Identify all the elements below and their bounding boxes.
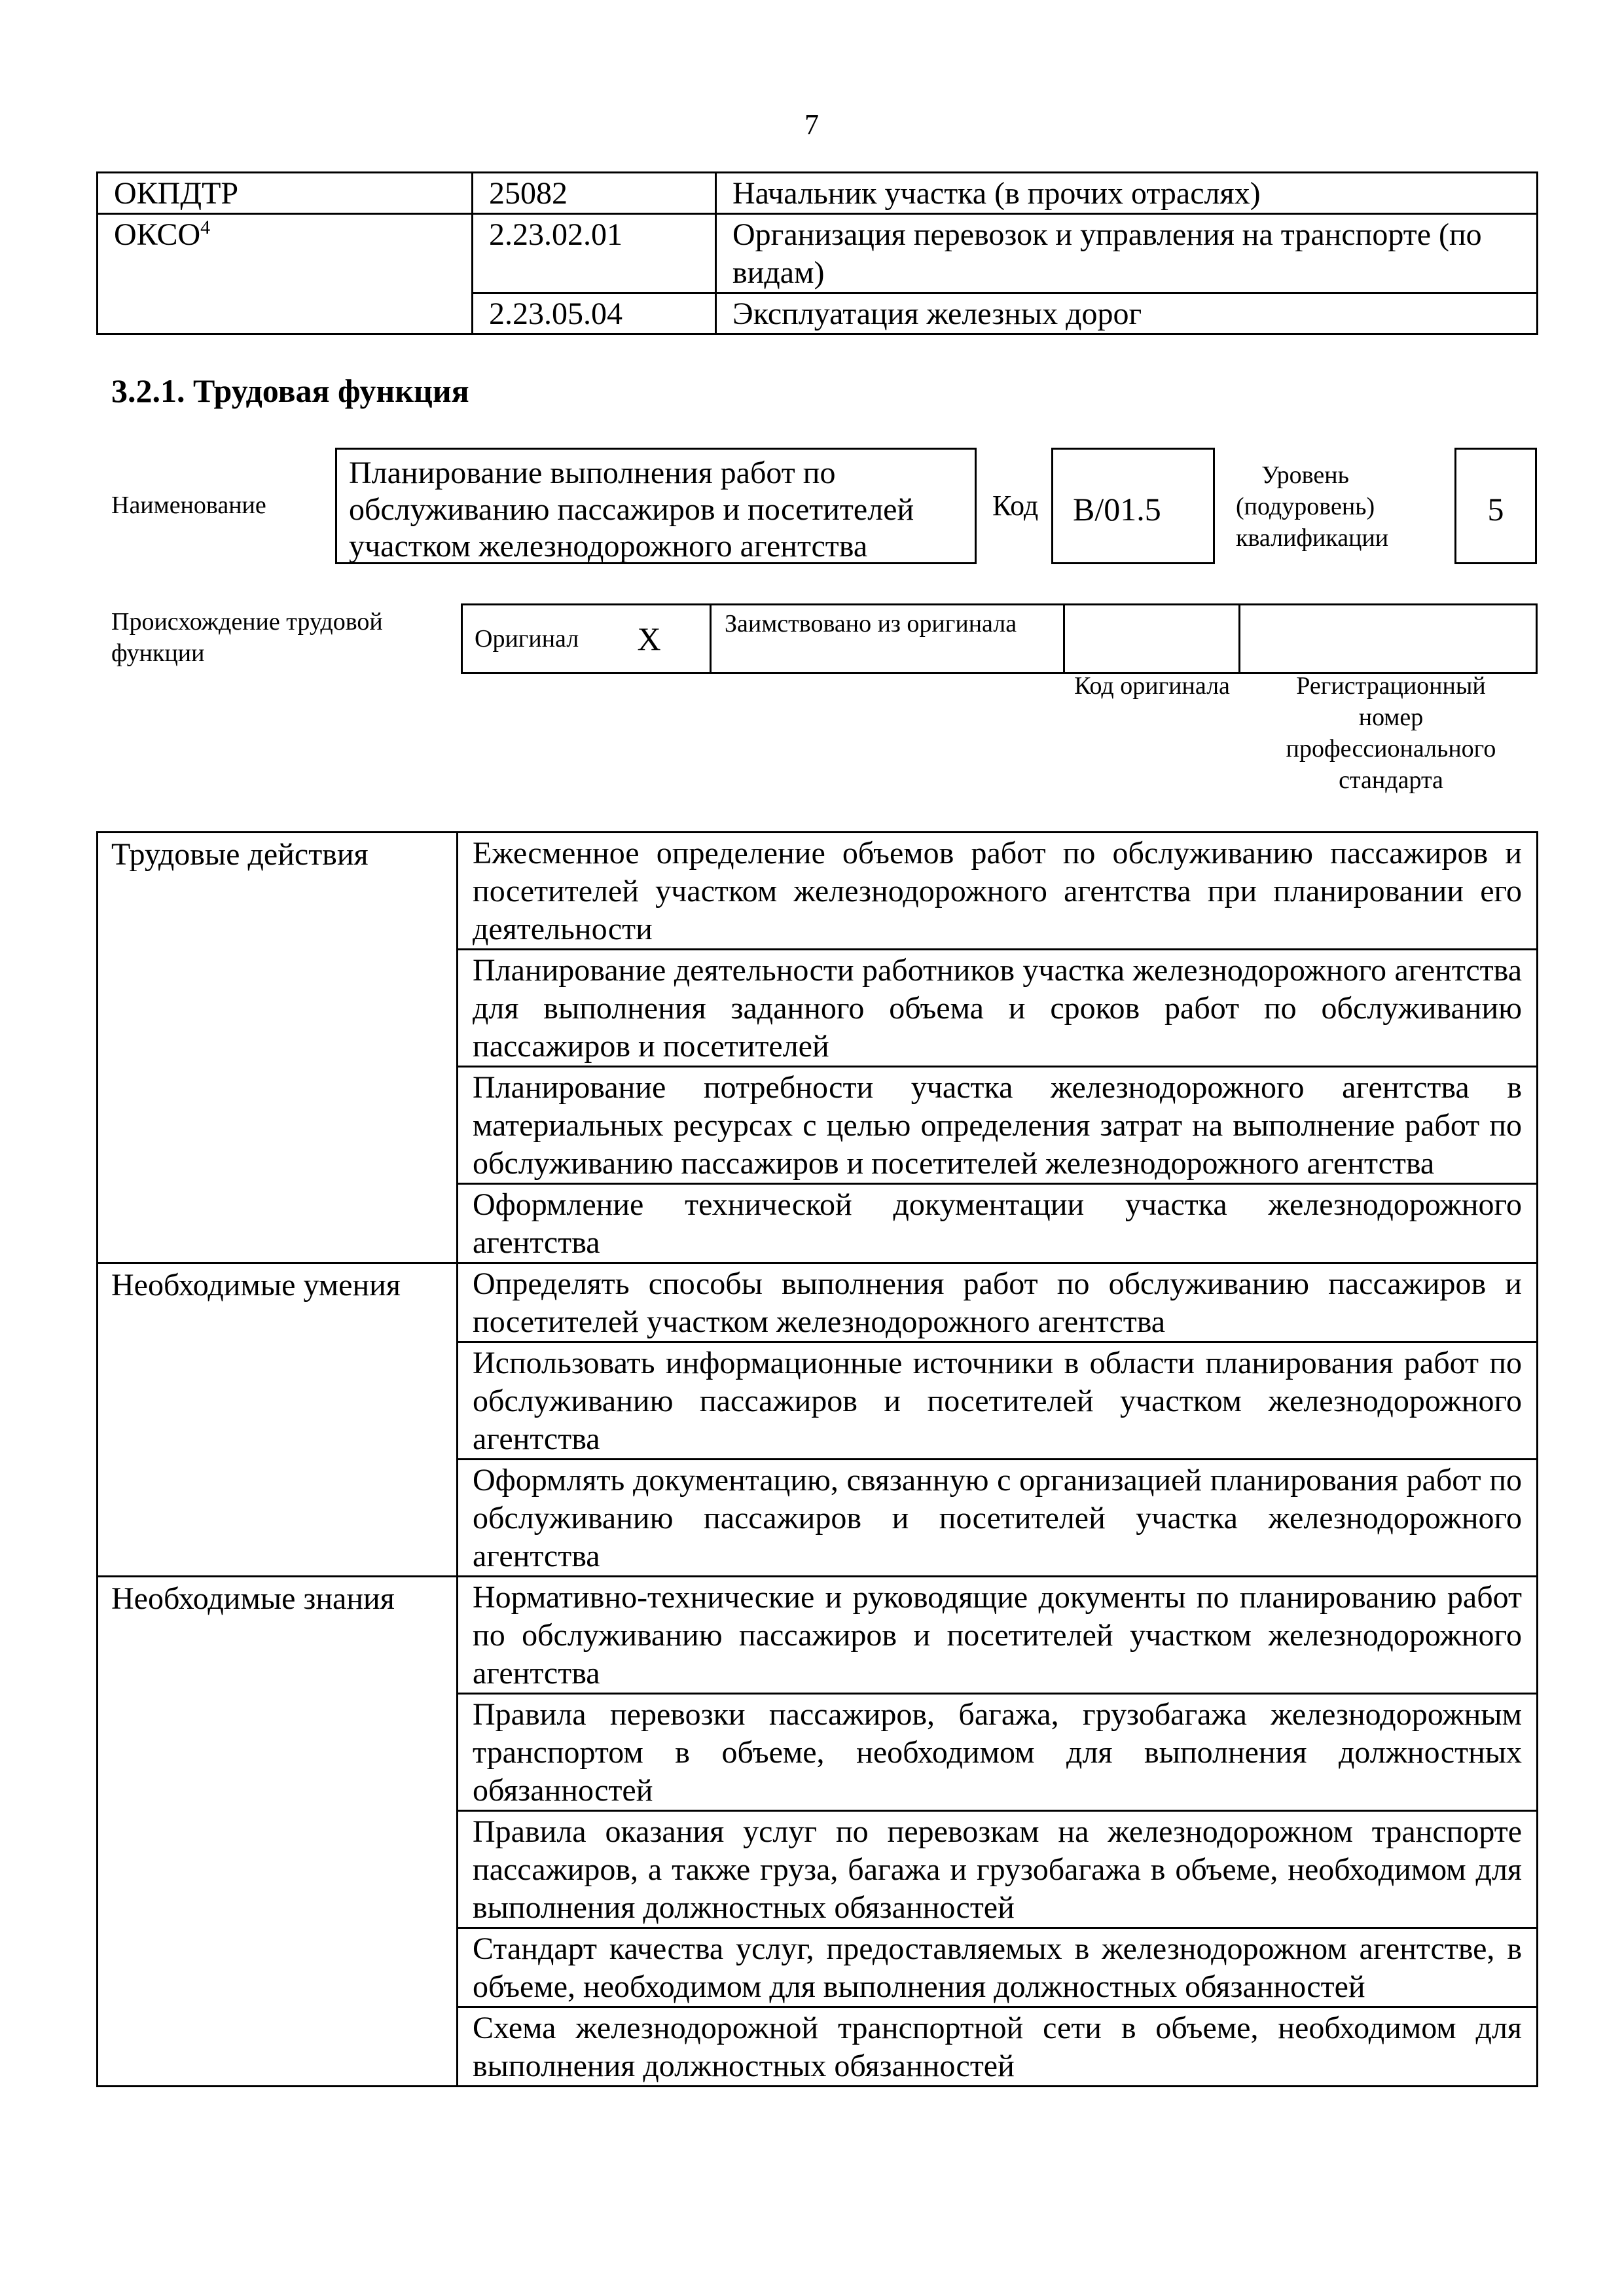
code-label: Код — [992, 490, 1039, 522]
requirement-item: Правила оказания услуг по перевозкам на железнодорожном транспорте пассажиров, а также груза, багажа и грузобагажа в объеме, необходимом для выполнения должностных обязанностей — [458, 1811, 1538, 1928]
code-value-box: B/01.5 — [1051, 448, 1215, 564]
requirement-item: Планирование потребности участка железнодорожного агентства в материальных ресурсах с целью определения затрат на выполнение работ по обслуживанию пассажиров и посетителей железнодорожного агентства — [458, 1067, 1538, 1184]
requirement-item: Использовать информационные источники в области планирования работ по обслуживанию пассажиров и посетителей участком железнодорожного агентства — [458, 1342, 1538, 1460]
requirement-item: Ежесменное определение объемов работ по обслуживанию пассажиров и посетителей участком железнодорожного агентства при планировании его деятельности — [458, 833, 1538, 950]
name-label: Наименование — [111, 492, 266, 519]
category-label: Необходимые знания — [98, 1577, 458, 2087]
requirement-item: Оформление технической документации участка железнодорожного агентства — [458, 1184, 1538, 1263]
classifier-title: Организация перевозок и управления на транспорте (по видам) — [716, 214, 1538, 293]
table-row — [462, 605, 1537, 673]
reg-number-caption: Регистрационный номер профессионального стандарта — [1286, 672, 1496, 794]
requirement-item: Схема железнодорожной транспортной сети в объеме, необходимом для выполнения должностных обязанностей — [458, 2007, 1538, 2087]
requirement-item: Нормативно-технические и руководящие документы по планированию работ по обслуживанию пассажиров и посетителей участком железнодорожного агентства — [458, 1577, 1538, 1694]
original-label: Оригинал — [462, 605, 632, 673]
code-original-caption: Код оригинала — [1074, 672, 1230, 700]
classifier-code: 2.23.02.01 — [473, 214, 716, 293]
footnote-marker: 4 — [200, 217, 211, 238]
category-label: Трудовые действия — [98, 833, 458, 1263]
requirement-item: Стандарт качества услуг, предоставляемых в железнодорожном агентстве, в объеме, необходимом для выполнения должностных обязанностей — [458, 1928, 1538, 2007]
requirements-table — [96, 831, 1538, 2087]
function-name-box: Планирование выполнения работ по обслуживанию пассажиров и посетителей участком железнодорожного агентства — [335, 448, 977, 564]
page-number: 7 — [804, 109, 819, 141]
classification-table — [96, 171, 1538, 335]
table-row — [98, 1263, 1538, 1342]
origin-table — [461, 603, 1538, 674]
origin-label: Происхождение трудовой функции — [111, 608, 383, 667]
borrowed-reg-number-cell — [1240, 605, 1537, 673]
requirement-item: Оформлять документацию, связанную с организацией планирования работ по обслуживанию пассажиров и посетителей участка железнодорожного агентства — [458, 1460, 1538, 1577]
category-label: Необходимые умения — [98, 1263, 458, 1577]
classifier-title: Начальник участка (в прочих отраслях) — [716, 173, 1538, 214]
classifier-code: 25082 — [473, 173, 716, 214]
section-heading: 3.2.1. Трудовая функция — [111, 372, 469, 409]
borrowed-label: Заимствовано из оригинала — [711, 605, 1064, 673]
table-row — [98, 833, 1538, 950]
qualification-level-box: 5 — [1454, 448, 1537, 564]
table-row — [98, 1577, 1538, 1694]
requirement-item: Определять способы выполнения работ по обслуживанию пассажиров и посетителей участком железнодорожного агентства — [458, 1263, 1538, 1342]
classifier-code: 2.23.05.04 — [473, 293, 716, 334]
original-mark: X — [632, 605, 711, 673]
classifier-name: ОКСО$^4$ — [98, 214, 473, 334]
table-row — [98, 173, 1538, 214]
qualification-level-label: Уровень (подуровень) квалификации — [1236, 461, 1389, 552]
requirement-item: Планирование деятельности работников участка железнодорожного агентства для выполнения заданного объема и сроков работ по обслуживанию пассажиров и посетителей — [458, 950, 1538, 1067]
requirement-item: Правила перевозки пассажиров, багажа, грузобагажа железнодорожным транспортом в объеме, необходимом для выполнения должностных обязанностей — [458, 1694, 1538, 1811]
table-row — [98, 214, 1538, 293]
classifier-name: ОКПДТР — [98, 173, 473, 214]
classifier-title: Эксплуатация железных дорог — [716, 293, 1538, 334]
borrowed-code-cell — [1064, 605, 1240, 673]
